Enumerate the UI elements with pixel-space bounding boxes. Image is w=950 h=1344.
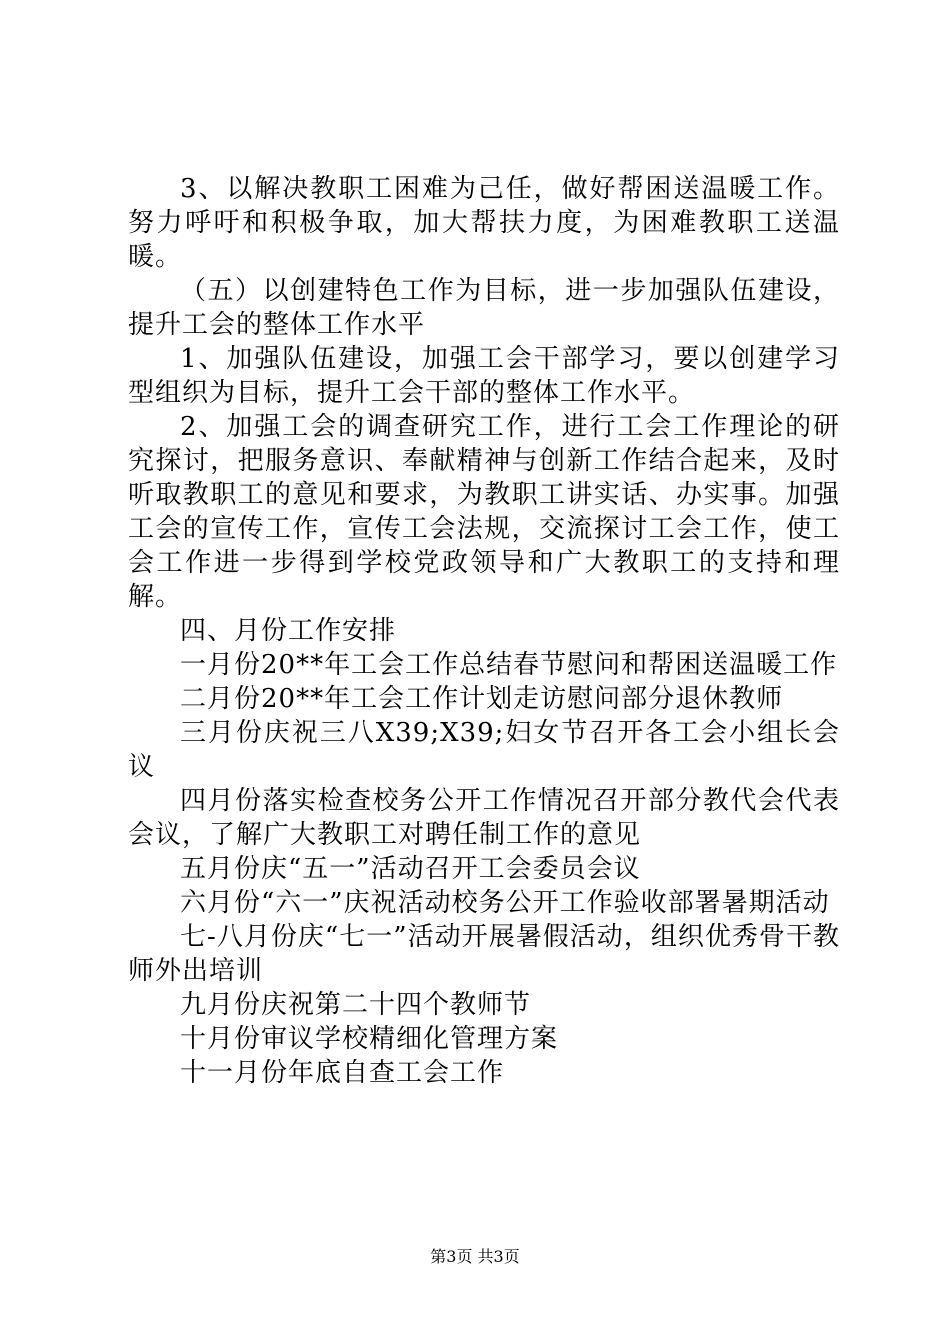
paragraph-monthly-schedule-heading: 四、月份工作安排 xyxy=(180,616,397,646)
paragraph-month-january: 一月份20**年工会工作总结春节慰问和帮困送温暖工作 xyxy=(180,650,838,680)
paragraph-month-november: 十一月份年底自查工会工作 xyxy=(180,1058,505,1088)
paragraph-month-may: 五月份庆“五一”活动召开工会委员会议 xyxy=(180,854,641,884)
paragraph-section-five-heading: （五）以创建特色工作为目标，进一步加强队伍建设，提升工会的整体工作水平 xyxy=(128,276,840,340)
page-number-footer: 第3页 共3页 xyxy=(430,1247,520,1266)
paragraph-month-september: 九月份庆祝第二十四个教师节 xyxy=(180,990,532,1020)
paragraph-month-april: 四月份落实检查校务公开工作情况召开部分教代会代表会议，了解广大教职工对聘任制工作的意见 xyxy=(128,786,840,850)
paragraph-research-work: 2、加强工会的调查研究工作，进行工会工作理论的研究探讨，把服务意识、奉献精神与创新工作结合起来，及时听取教职工的意见和要求，为教职工讲实话、办实事。加强工会的宣传工作，宣传工会法规，交流探讨工会工作，使工会工作进一步得到学校党政领导和广大教职工的支持和理解。 xyxy=(128,412,840,612)
paragraph-month-march: 三月份庆祝三八X39;X39;妇女节召开各工会小组长会议 xyxy=(128,718,840,782)
paragraph-month-february: 二月份20**年工会工作计划走访慰问部分退休教师 xyxy=(180,684,784,714)
paragraph-month-june: 六月份“六一”庆祝活动校务公开工作验收部署暑期活动 xyxy=(180,888,830,918)
document-body xyxy=(128,172,840,1090)
paragraph-hardship-relief: 3、以解决教职工困难为己任，做好帮困送温暖工作。努力呼吁和积极争取，加大帮扶力度，为困难教职工送温暖。 xyxy=(128,174,840,272)
paragraph-team-building: 1、加强队伍建设，加强工会干部学习，要以创建学习型组织为目标，提升工会干部的整体工作水平。 xyxy=(128,344,840,408)
paragraph-month-october: 十月份审议学校精细化管理方案 xyxy=(180,1024,559,1054)
paragraph-month-july-august: 七-八月份庆“七一”活动开展暑假活动，组织优秀骨干教师外出培训 xyxy=(128,922,840,986)
